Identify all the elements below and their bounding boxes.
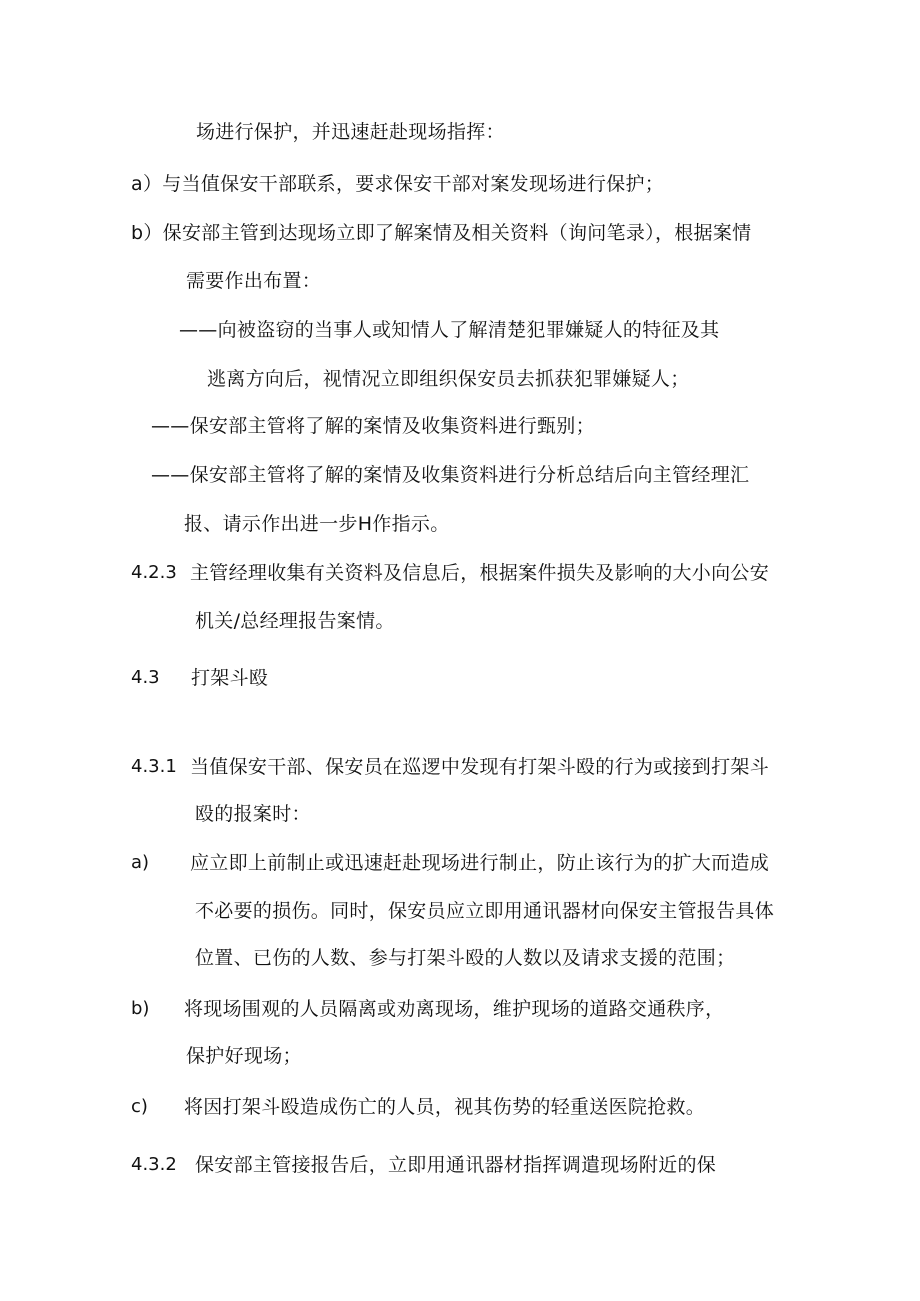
section-number: 4.2.3 [131,562,177,583]
list-marker-b: b) [131,998,150,1019]
dash-item: ——保安部主管将了解的案情及收集资料进行甄别； [151,415,595,437]
text-line: 逃离方向后，视情况立即组织保安员去抓获犯罪嫌疑人； [207,368,690,390]
section-number: 4.3.2 [131,1154,177,1175]
section-title: 打架斗殴 [191,667,269,689]
dash-item: ——向被盗窃的当事人或知情人了解清楚犯罪嫌疑人的特征及其 [179,319,720,341]
list-item-a-intro: a）与当值保安干部联系，要求保安干部对案发现场进行保护； [131,173,665,195]
list-item-a: 应立即上前制止或迅速赶赴现场进行制止，防止该行为的扩大而造成 [190,852,770,874]
text-line: 机关/总经理报告案情。 [195,610,395,632]
section-number: 4.3 [131,667,160,688]
text-line: 保护好现场； [186,1045,302,1067]
section-text: 主管经理收集有关资料及信息后，根据案件损失及影响的大小向公安 [190,562,770,584]
text-line: 殴的报案时： [195,803,311,825]
list-item-b-intro: b）保安部主管到达现场立即了解案情及相关资料（询问笔录），根据案情 [131,222,752,244]
section-text: 当值保安干部、保安员在巡逻中发现有打架斗殴的行为或接到打架斗 [190,756,770,778]
text-line: 位置、已伤的人数、参与打架斗殴的人数以及请求支援的范围； [195,947,736,969]
list-marker-a: a) [131,852,150,873]
list-item-b: 将现场围观的人员隔离或劝离现场，维护现场的道路交通秩序， [184,998,725,1020]
dash-item: ——保安部主管将了解的案情及收集资料进行分析总结后向主管经理汇 [151,464,750,486]
text-line: 报、请示作出进一步H作指示。 [184,513,450,535]
text-line: 需要作出布置： [186,270,322,292]
text-line: 场进行保护，并迅速赶赴现场指挥： [196,121,505,143]
list-item-c: 将因打架斗殴造成伤亡的人员，视其伤势的轻重送医院抢救。 [184,1096,706,1118]
section-number: 4.3.1 [131,756,177,777]
text-line: 不必要的损伤。同时，保安员应立即用通讯器材向保安主管报告具体 [195,900,775,922]
section-text: 保安部主管接报告后，立即用通讯器材指挥调遣现场附近的保 [195,1154,717,1176]
list-marker-c: c) [131,1096,148,1117]
